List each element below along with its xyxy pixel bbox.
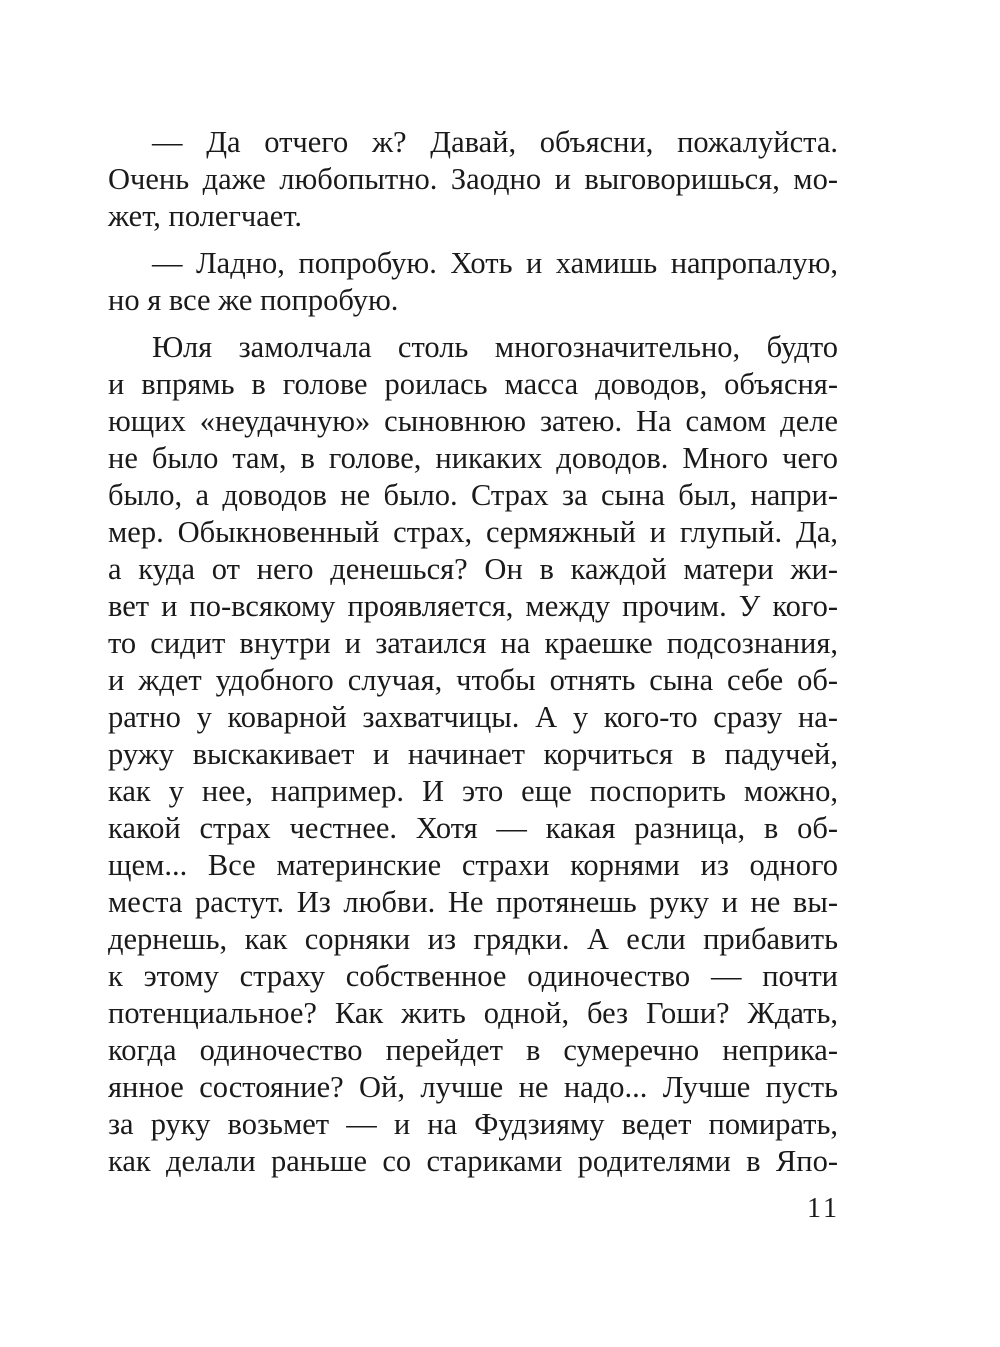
text-line: когда одиночество перейдет в сумеречно неприка- [108, 1033, 838, 1067]
text-line: но я все же попробую. [108, 283, 399, 317]
text-line: и впрямь в голове роилась масса доводов, объясня- [108, 367, 838, 401]
text-line: потенциальное? Как жить одной, без Гоши? Ждать, [108, 996, 838, 1030]
text-line: янное состояние? Ой, лучше не надо... Лучше пусть [108, 1070, 838, 1104]
text-line: ружу выскакивает и начинает корчиться в падучей, [108, 737, 838, 771]
page-number: 11 [807, 1193, 840, 1224]
body-text [108, 124, 838, 1180]
text-line: то сидит внутри и затаился на краешке подсознания, [108, 626, 838, 660]
text-line: щем... Все материнские страхи корнями из одного [108, 848, 838, 882]
text-line: вет и по-всякому проявляется, между прочим. У кого- [108, 589, 838, 623]
text-line: какой страх честнее. Хотя — какая разница, в об- [108, 811, 838, 845]
text-line: как делали раньше со стариками родителями в Япо- [108, 1144, 838, 1178]
text-line: мер. Обыкновенный страх, сермяжный и глупый. Да, [108, 515, 838, 549]
text-line: Очень даже любопытно. Заодно и выговоришься, мо- [108, 162, 838, 196]
text-line: жет, полегчает. [108, 199, 303, 233]
text-line: дернешь, как сорняки из грядки. А если прибавить [108, 922, 838, 956]
text-line: — Ладно, попробую. Хоть и хамишь напропалую, [152, 246, 838, 280]
text-line: и ждет удобного случая, чтобы отнять сына себе об- [108, 663, 838, 697]
text-line: как у нее, например. И это еще поспорить можно, [108, 774, 838, 808]
text-line: ющих «неудачную» сыновнюю затею. На самом деле [108, 404, 838, 438]
text-line: — Да отчего ж? Давай, объясни, пожалуйста. [152, 125, 838, 159]
text-line: было, а доводов не было. Страх за сына был, напри- [108, 478, 838, 512]
text-line: ратно у коварной захватчицы. А у кого-то сразу на- [108, 700, 838, 734]
text-line: места растут. Из любви. Не протянешь руку и не вы- [108, 885, 838, 919]
text-line: к этому страху собственное одиночество — почти [108, 959, 838, 993]
text-line: не было там, в голове, никаких доводов. Много чего [108, 441, 838, 475]
text-line: а куда от него денешься? Он в каждой матери жи- [108, 552, 838, 586]
text-line: за руку возьмет — и на Фудзияму ведет помирать, [108, 1107, 838, 1141]
text-line: Юля замолчала столь многозначительно, будто [152, 330, 838, 364]
